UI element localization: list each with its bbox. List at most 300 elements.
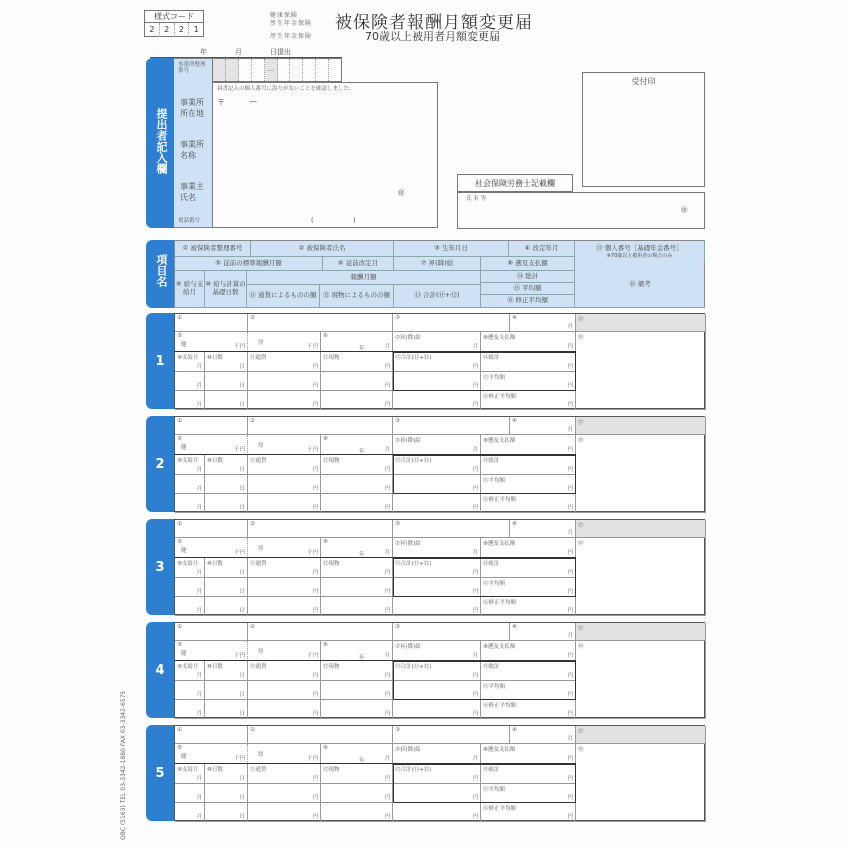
field-label: ⑯修正平均額	[483, 600, 517, 606]
field-label: ②	[250, 624, 255, 630]
revision-month-field[interactable]	[510, 314, 576, 332]
postal-mark: 〒	[217, 98, 225, 107]
field-label: ⑦昇(降)給	[395, 644, 421, 650]
adjusted-average-field[interactable]	[481, 700, 576, 719]
total-amount-field[interactable]	[393, 681, 481, 700]
raise-field[interactable]	[393, 332, 481, 352]
personal-number-field[interactable]	[576, 623, 706, 641]
base-days-field[interactable]	[205, 475, 248, 494]
office-number-label: 事業所整理番号	[178, 62, 206, 75]
base-days-field[interactable]	[205, 494, 248, 513]
receipt-stamp-box	[582, 72, 705, 187]
base-days-field[interactable]	[205, 372, 248, 391]
unit-label: 年	[359, 449, 365, 455]
base-days-field[interactable]	[205, 352, 248, 372]
in-kind-amount-field[interactable]	[321, 661, 393, 681]
total-amount-field[interactable]	[393, 803, 481, 822]
field-label: ⑬合計(⑪+⑫)	[395, 664, 432, 670]
field-label: ⑩日数	[207, 355, 223, 361]
insured-person-block	[146, 416, 705, 512]
adjusted-average-field[interactable]	[481, 597, 576, 616]
total-amount-field[interactable]	[393, 455, 481, 475]
header-cell: ⑩ 給与計算の基礎日数	[205, 271, 247, 308]
raise-field[interactable]	[393, 641, 481, 661]
unit-label: 日	[239, 486, 245, 492]
unit-label: 千円	[306, 756, 318, 762]
cash-amount-field[interactable]	[248, 764, 321, 784]
unit-label: 円	[472, 795, 478, 801]
field-label: ⑬合計(⑪+⑫)	[395, 458, 432, 464]
field-label: ⑨支給月	[177, 561, 199, 567]
unit-label: 月	[196, 776, 202, 782]
sharoushi-name-label: 氏 名 等	[466, 196, 486, 202]
retro-pay-field[interactable]	[481, 538, 576, 558]
unit-label: 円	[384, 673, 390, 679]
unit-label: 日	[239, 383, 245, 389]
average-field[interactable]	[481, 578, 576, 597]
field-label: ⑭総計	[483, 767, 500, 773]
field-label: ⑭総計	[483, 458, 500, 464]
base-days-field[interactable]	[205, 681, 248, 700]
field-label: ⑪通貨	[250, 664, 267, 670]
unit-label: 円	[567, 776, 573, 782]
header-cell: ⑤ 従前の標準報酬月額	[175, 257, 323, 271]
header-cell: ⑥ 従前改定月	[323, 257, 394, 271]
field-label: ①	[177, 727, 182, 733]
field-label: ⑬合計(⑪+⑫)	[395, 767, 432, 773]
total-amount-field[interactable]	[393, 661, 481, 681]
retro-pay-field[interactable]	[481, 641, 576, 661]
remarks-field[interactable]	[576, 641, 706, 719]
unit-label: 月	[472, 550, 478, 556]
field-label: ⑤	[177, 333, 182, 339]
unit-label: 円	[472, 364, 478, 370]
revision-month-field[interactable]	[510, 623, 576, 641]
unit-label: 千円	[306, 447, 318, 453]
prev-health-amount-field[interactable]	[175, 332, 248, 352]
address-label: 事業所所在地	[180, 98, 204, 118]
insured-name-field[interactable]	[248, 726, 393, 744]
in-kind-amount-field[interactable]	[321, 700, 393, 719]
year-label: 年	[200, 48, 207, 56]
insured-name-field[interactable]	[248, 314, 393, 332]
unit-label: 円	[472, 402, 478, 408]
field-label: ⑥	[323, 436, 328, 442]
average-field[interactable]	[481, 681, 576, 700]
revision-month-field[interactable]	[510, 417, 576, 435]
person-grid	[174, 725, 705, 821]
unit-label: 円	[472, 589, 478, 595]
total-amount-field[interactable]	[393, 784, 481, 803]
field-label: ⑯修正平均額	[483, 703, 517, 709]
unit-label: 円	[384, 776, 390, 782]
grand-total-field[interactable]	[481, 558, 576, 578]
prev-revision-month-field[interactable]	[321, 538, 393, 558]
field-label: ⑮平均額	[483, 478, 506, 484]
person-grid	[174, 622, 705, 718]
birthdate-field[interactable]	[393, 417, 510, 435]
insured-person-block	[146, 622, 705, 718]
total-amount-field[interactable]	[393, 578, 481, 597]
person-grid	[174, 519, 705, 615]
field-label: 健	[181, 754, 187, 760]
field-label: 健	[181, 445, 187, 451]
month-label: 月	[235, 48, 242, 56]
form-subtitle: 70歳以上被用者月額変更届	[365, 30, 500, 43]
total-amount-field[interactable]	[393, 372, 481, 391]
birthdate-field[interactable]	[393, 623, 510, 641]
unit-label: 円	[472, 673, 478, 679]
field-label: ⑨支給月	[177, 458, 199, 464]
unit-label: 円	[567, 814, 573, 820]
prev-pension-amount-field[interactable]	[248, 538, 321, 558]
pay-month-field[interactable]	[175, 558, 205, 578]
pay-month-field[interactable]	[175, 352, 205, 372]
average-field[interactable]	[481, 784, 576, 803]
prev-pension-amount-field[interactable]	[248, 641, 321, 661]
total-amount-field[interactable]	[393, 391, 481, 410]
pay-month-field[interactable]	[175, 700, 205, 719]
revision-month-field[interactable]	[510, 520, 576, 538]
field-label: ⑰	[578, 420, 584, 426]
unit-label: 日	[239, 711, 245, 717]
submitter-info-box[interactable]	[212, 82, 438, 228]
cash-amount-field[interactable]	[248, 803, 321, 822]
cash-amount-field[interactable]	[248, 475, 321, 494]
raise-field[interactable]	[393, 435, 481, 455]
field-label: 厚	[258, 752, 264, 758]
total-amount-field[interactable]	[393, 597, 481, 616]
cash-amount-field[interactable]	[248, 700, 321, 719]
confirm-text: 届書記入の個人番号に誤りがないことを確認しました。	[217, 86, 355, 92]
office-name-label: 事業所名称	[180, 140, 204, 160]
prev-health-amount-field[interactable]	[175, 538, 248, 558]
cash-amount-field[interactable]	[248, 681, 321, 700]
pay-month-field[interactable]	[175, 597, 205, 616]
unit-label: 日	[239, 402, 245, 408]
unit-label: 円	[312, 402, 318, 408]
base-days-field[interactable]	[205, 391, 248, 410]
base-days-field[interactable]	[205, 661, 248, 681]
field-label: ⑥	[323, 642, 328, 648]
base-days-field[interactable]	[205, 803, 248, 822]
unit-label: 月	[196, 814, 202, 820]
base-days-field[interactable]	[205, 558, 248, 578]
retro-pay-field[interactable]	[481, 744, 576, 764]
unit-label: 月	[384, 756, 390, 762]
base-days-field[interactable]	[205, 455, 248, 475]
prev-pension-amount-field[interactable]	[248, 332, 321, 352]
unit-label: 円	[312, 505, 318, 511]
total-amount-field[interactable]	[393, 558, 481, 578]
birthdate-field[interactable]	[393, 726, 510, 744]
cash-amount-field[interactable]	[248, 784, 321, 803]
header-cell: ③ 生年月日	[394, 241, 509, 257]
field-label: ⑫現物	[323, 355, 340, 361]
cash-amount-field[interactable]	[248, 597, 321, 616]
field-label: ⑨支給月	[177, 767, 199, 773]
total-amount-field[interactable]	[393, 352, 481, 372]
unit-label: 円	[472, 776, 478, 782]
header-cell: ⑧ 遡及支払額	[481, 257, 575, 271]
unit-label: 日	[239, 467, 245, 473]
field-label: ①	[177, 315, 182, 321]
unit-label: 日	[239, 608, 245, 614]
person-number-tab: 5	[146, 725, 174, 821]
unit-label: 月	[196, 589, 202, 595]
unit-label: 円	[312, 711, 318, 717]
pay-month-field[interactable]	[175, 578, 205, 597]
pay-month-field[interactable]	[175, 494, 205, 513]
prev-pension-amount-field[interactable]	[248, 435, 321, 455]
unit-label: 年	[359, 655, 365, 661]
in-kind-amount-field[interactable]	[321, 352, 393, 372]
submission-date-field[interactable]	[150, 47, 342, 58]
field-label: ⑥	[323, 333, 328, 339]
in-kind-amount-field[interactable]	[321, 681, 393, 700]
header-cell: ⑮ 平均額	[481, 283, 575, 295]
prev-revision-month-field[interactable]	[321, 744, 393, 764]
pay-month-field[interactable]	[175, 372, 205, 391]
unit-label: 円	[567, 344, 573, 350]
grand-total-field[interactable]	[481, 661, 576, 681]
in-kind-amount-field[interactable]	[321, 494, 393, 513]
raise-field[interactable]	[393, 538, 481, 558]
cash-amount-field[interactable]	[248, 558, 321, 578]
pay-month-field[interactable]	[175, 661, 205, 681]
prev-health-amount-field[interactable]	[175, 435, 248, 455]
retro-pay-field[interactable]	[481, 332, 576, 352]
birthdate-field[interactable]	[393, 520, 510, 538]
field-label: ④	[512, 315, 517, 321]
unit-label: 月	[384, 550, 390, 556]
unit-label: 円	[567, 402, 573, 408]
field-label: ④	[512, 727, 517, 733]
field-label: ⑰	[578, 317, 584, 323]
prev-revision-month-field[interactable]	[321, 435, 393, 455]
person-number-tab: 2	[146, 416, 174, 512]
owner-name-label: 事業主氏名	[180, 182, 204, 202]
field-label: ⑫現物	[323, 664, 340, 670]
field-label: ⑱	[578, 541, 584, 547]
birthdate-field[interactable]	[393, 314, 510, 332]
unit-label: 円	[312, 364, 318, 370]
submitter-section-label: 提出者記入欄	[155, 108, 168, 174]
unit-label: 円	[384, 608, 390, 614]
pay-month-field[interactable]	[175, 391, 205, 410]
pay-month-field[interactable]	[175, 764, 205, 784]
header-cell-note: ※70歳以上被用者の場合のみ	[606, 252, 673, 259]
unit-label: 円	[384, 505, 390, 511]
form-title: 被保険者報酬月額変更届	[335, 13, 533, 33]
cash-amount-field[interactable]	[248, 391, 321, 410]
raise-field[interactable]	[393, 744, 481, 764]
average-field[interactable]	[481, 475, 576, 494]
form-code-label: 様式コード	[145, 11, 203, 23]
field-label: ①	[177, 418, 182, 424]
personal-number-field[interactable]	[576, 314, 706, 332]
in-kind-amount-field[interactable]	[321, 475, 393, 494]
total-amount-field[interactable]	[393, 494, 481, 513]
in-kind-amount-field[interactable]	[321, 372, 393, 391]
unit-label: 円	[567, 486, 573, 492]
pay-month-field[interactable]	[175, 681, 205, 700]
unit-label: 千円	[233, 447, 245, 453]
field-label: ④	[512, 521, 517, 527]
unit-label: 月	[472, 447, 478, 453]
pay-month-field[interactable]	[175, 784, 205, 803]
field-label: 健	[181, 342, 187, 348]
unit-label: 円	[472, 467, 478, 473]
unit-label: 円	[567, 673, 573, 679]
field-label: ⑮平均額	[483, 787, 506, 793]
prev-pension-amount-field[interactable]	[248, 744, 321, 764]
in-kind-amount-field[interactable]	[321, 597, 393, 616]
unit-label: 円	[312, 467, 318, 473]
prev-health-amount-field[interactable]	[175, 744, 248, 764]
insured-person-block	[146, 313, 705, 409]
person-number-tab: 3	[146, 519, 174, 615]
cash-amount-field[interactable]	[248, 372, 321, 391]
cash-amount-field[interactable]	[248, 661, 321, 681]
header-cell: ⑦ 昇(降)給	[394, 257, 481, 271]
unit-label: 円	[384, 570, 390, 576]
total-amount-field[interactable]	[393, 764, 481, 784]
unit-label: 円	[472, 608, 478, 614]
adjusted-average-field[interactable]	[481, 494, 576, 513]
in-kind-amount-field[interactable]	[321, 391, 393, 410]
form-code-digit: 1	[193, 25, 199, 34]
phone-paren: (	[311, 216, 314, 224]
retro-pay-field[interactable]	[481, 435, 576, 455]
field-label: ②	[250, 727, 255, 733]
prev-health-amount-field[interactable]	[175, 641, 248, 661]
insured-number-field[interactable]	[175, 520, 248, 538]
adjusted-average-field[interactable]	[481, 391, 576, 410]
header-section-tab	[146, 240, 174, 308]
revision-month-field[interactable]	[510, 726, 576, 744]
unit-label: 日	[239, 776, 245, 782]
header-cell: ⑭ 総計	[481, 271, 575, 283]
unit-label: 日	[239, 673, 245, 679]
personal-number-field[interactable]	[576, 726, 706, 744]
unit-label: 円	[567, 711, 573, 717]
unit-label: 月	[472, 756, 478, 762]
pay-month-field[interactable]	[175, 803, 205, 822]
unit-label: 千円	[233, 344, 245, 350]
field-label: 厚	[258, 443, 264, 449]
field-label: ⑭総計	[483, 561, 500, 567]
unit-label: 月	[472, 653, 478, 659]
header-cell: ⑫ 現物によるものの額	[320, 285, 394, 308]
unit-label: 円	[384, 814, 390, 820]
base-days-field[interactable]	[205, 597, 248, 616]
personal-number-field[interactable]	[576, 520, 706, 538]
cash-amount-field[interactable]	[248, 352, 321, 372]
total-amount-field[interactable]	[393, 700, 481, 719]
average-field[interactable]	[481, 372, 576, 391]
cash-amount-field[interactable]	[248, 494, 321, 513]
unit-label: 円	[472, 505, 478, 511]
remarks-field[interactable]	[576, 538, 706, 616]
in-kind-amount-field[interactable]	[321, 803, 393, 822]
unit-label: 円	[567, 550, 573, 556]
header-cell: ⑯ 修正平均額	[481, 295, 575, 308]
insured-number-field[interactable]	[175, 726, 248, 744]
unit-label: 円	[567, 692, 573, 698]
header-cell: ④ 改定年月	[509, 241, 575, 257]
remarks-field[interactable]	[576, 332, 706, 410]
base-days-field[interactable]	[205, 784, 248, 803]
in-kind-amount-field[interactable]	[321, 764, 393, 784]
in-kind-amount-field[interactable]	[321, 578, 393, 597]
base-days-field[interactable]	[205, 700, 248, 719]
field-label: ⑦昇(降)給	[395, 335, 421, 341]
sharoushi-box[interactable]	[457, 192, 705, 229]
in-kind-amount-field[interactable]	[321, 455, 393, 475]
field-label: ⑨支給月	[177, 664, 199, 670]
insured-number-field[interactable]	[175, 314, 248, 332]
base-days-field[interactable]	[205, 764, 248, 784]
unit-label: 月	[384, 447, 390, 453]
pay-month-field[interactable]	[175, 455, 205, 475]
unit-label: 円	[312, 383, 318, 389]
pay-month-field[interactable]	[175, 475, 205, 494]
grand-total-field[interactable]	[481, 352, 576, 372]
unit-label: 千円	[233, 756, 245, 762]
cash-amount-field[interactable]	[248, 578, 321, 597]
prev-revision-month-field[interactable]	[321, 641, 393, 661]
unit-label: 円	[312, 673, 318, 679]
insured-name-field[interactable]	[248, 623, 393, 641]
field-label: ⑪通貨	[250, 355, 267, 361]
remarks-field[interactable]	[576, 435, 706, 513]
personal-number-field[interactable]	[576, 417, 706, 435]
unit-label: 月	[384, 653, 390, 659]
field-label: 厚	[258, 649, 264, 655]
field-label: ⑭総計	[483, 664, 500, 670]
office-number-input[interactable]	[212, 58, 342, 82]
field-label: ③	[395, 418, 400, 424]
postal-dash: —	[249, 97, 257, 106]
grand-total-field[interactable]	[481, 764, 576, 784]
in-kind-amount-field[interactable]	[321, 558, 393, 578]
header-cell: ① 被保険者整理番号	[175, 241, 251, 257]
cash-amount-field[interactable]	[248, 455, 321, 475]
insured-number-field[interactable]	[175, 417, 248, 435]
field-label: ⑤	[177, 745, 182, 751]
in-kind-amount-field[interactable]	[321, 784, 393, 803]
total-amount-field[interactable]	[393, 475, 481, 494]
prev-revision-month-field[interactable]	[321, 332, 393, 352]
adjusted-average-field[interactable]	[481, 803, 576, 822]
form-code-digit: 2	[160, 23, 175, 37]
field-label: ⑯修正平均額	[483, 497, 517, 503]
remarks-field[interactable]	[576, 744, 706, 822]
header-section-label: 項目名	[155, 254, 168, 287]
field-label: ⑧遡及支払額	[483, 747, 516, 753]
unit-label: 月	[196, 383, 202, 389]
insured-number-field[interactable]	[175, 623, 248, 641]
insured-name-field[interactable]	[248, 417, 393, 435]
header-cell: ⑨ 給与支給月	[175, 271, 205, 308]
base-days-field[interactable]	[205, 578, 248, 597]
unit-label: 円	[567, 570, 573, 576]
unit-label: 円	[567, 383, 573, 389]
insured-name-field[interactable]	[248, 520, 393, 538]
grand-total-field[interactable]	[481, 455, 576, 475]
field-label: ⑯修正平均額	[483, 394, 517, 400]
